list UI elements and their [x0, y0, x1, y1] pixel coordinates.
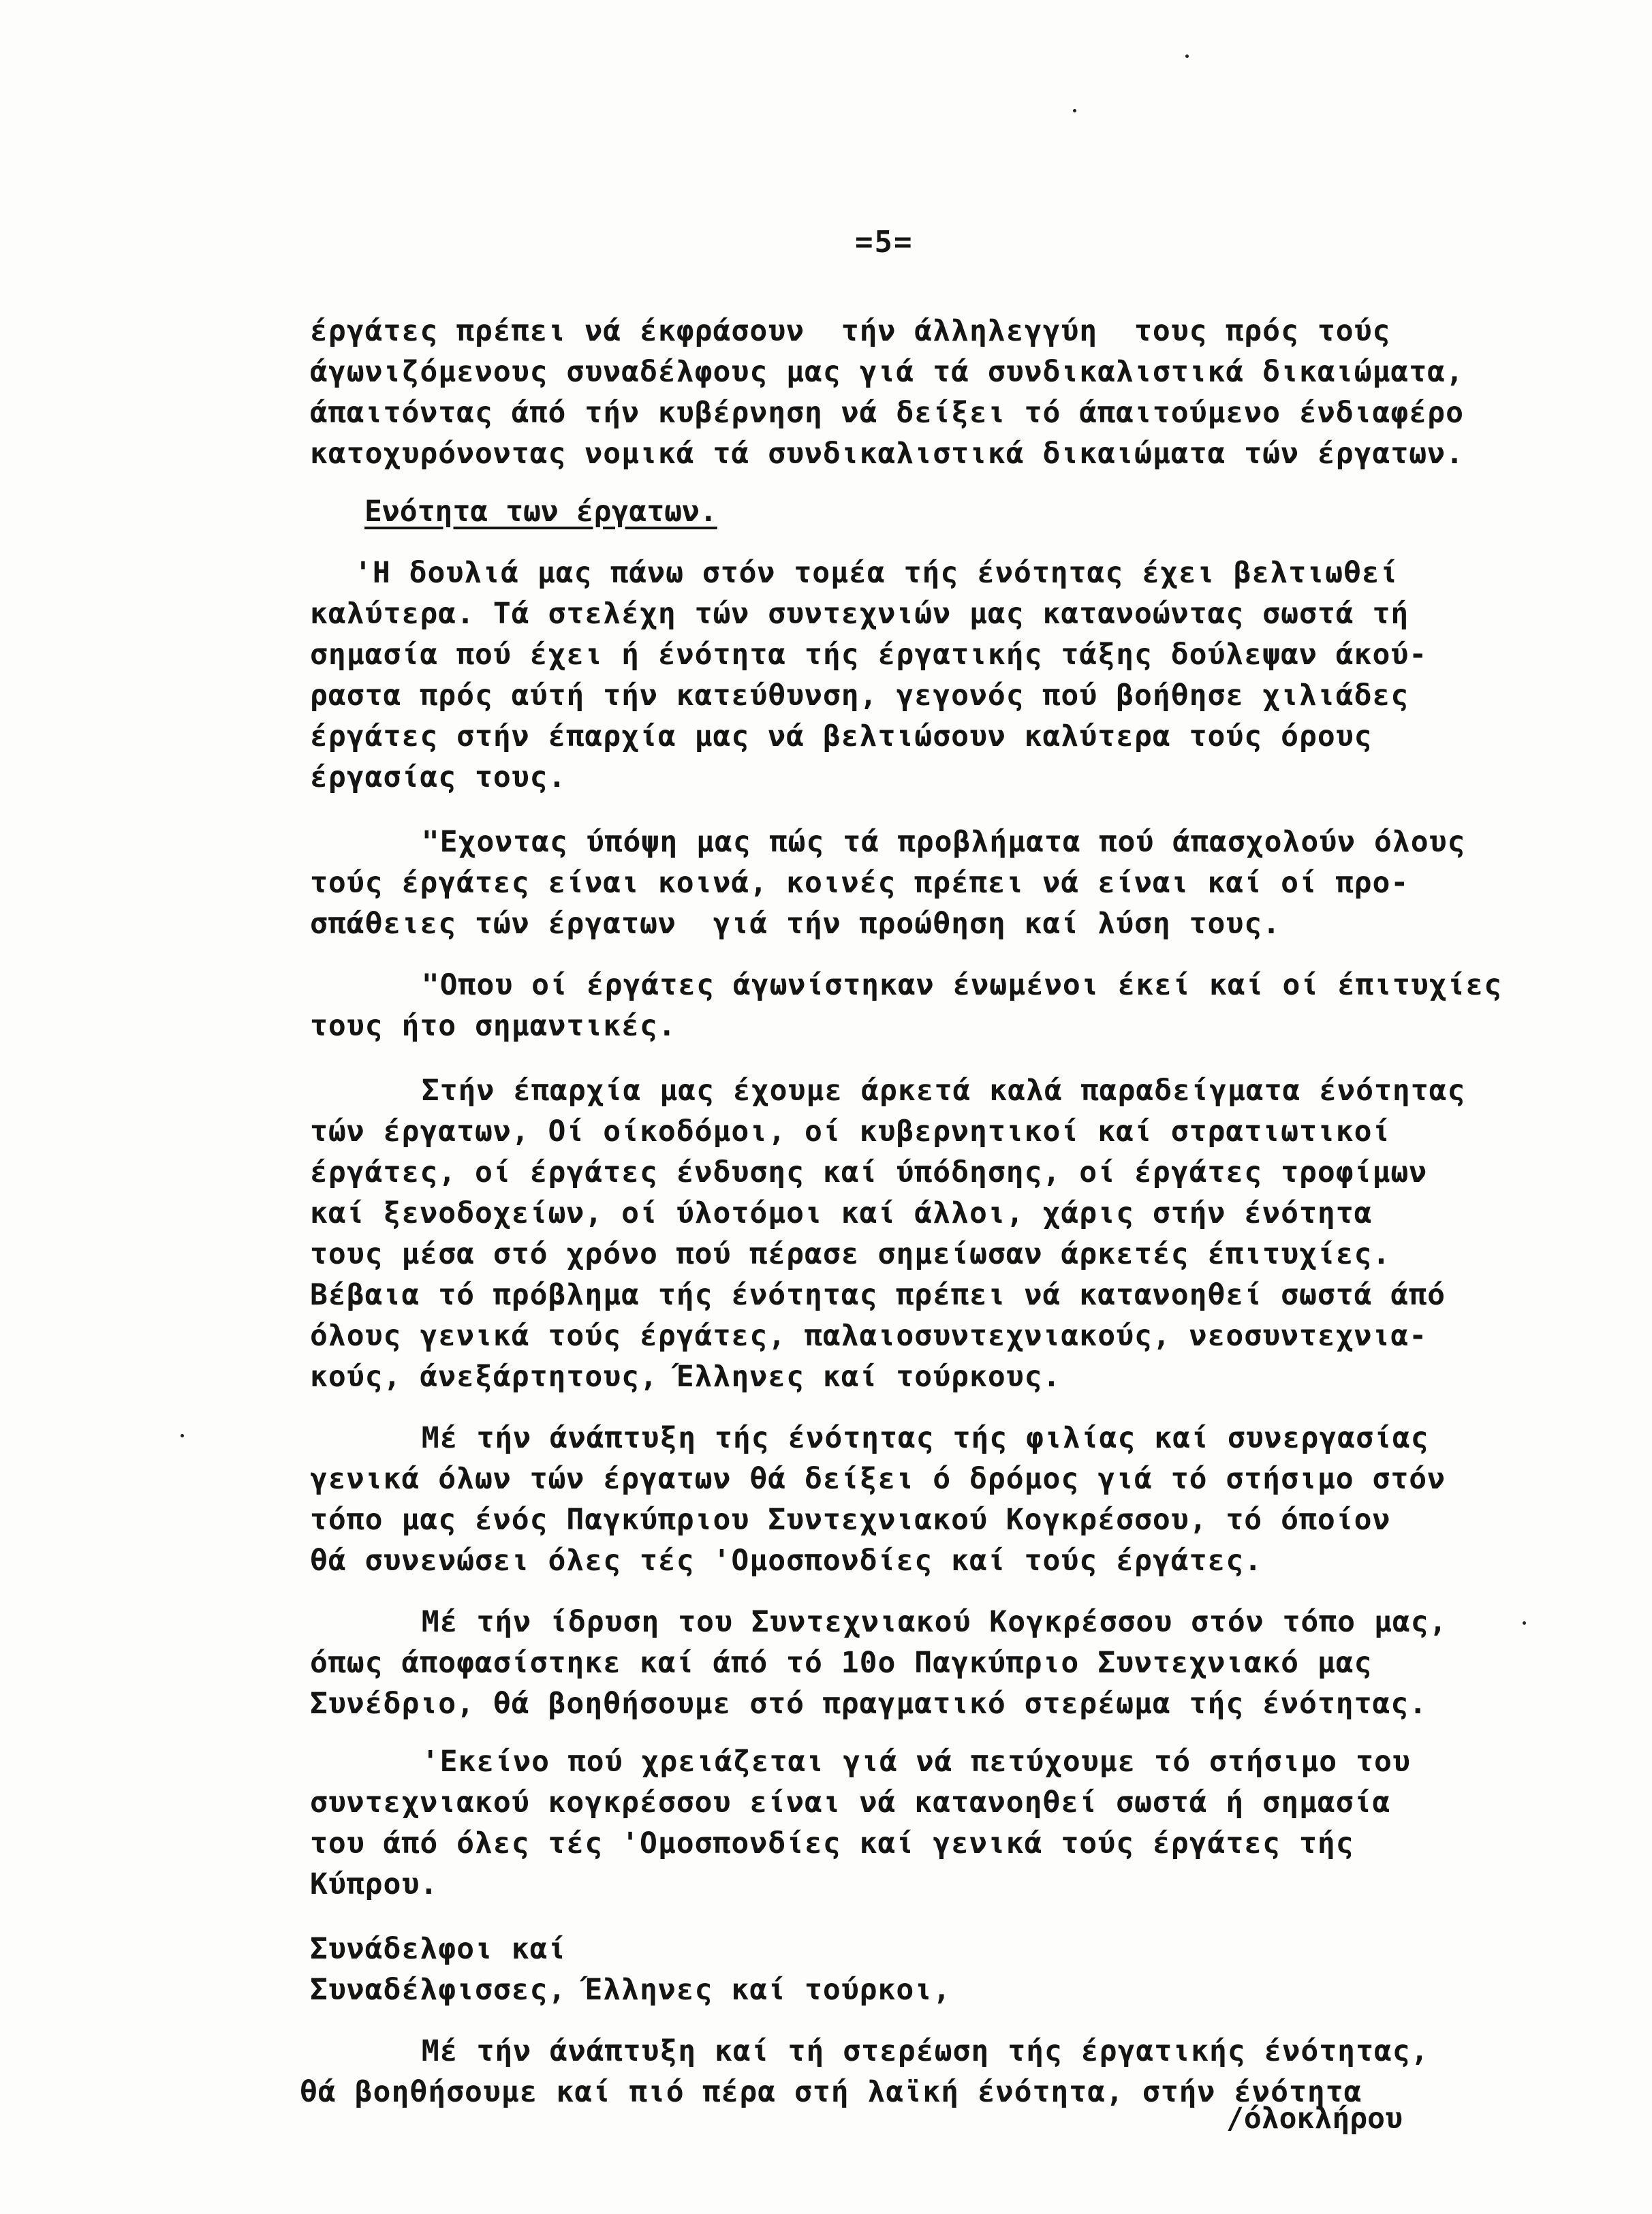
text-line: τόπο μας ένός Παγκύπριου Συντεχνιακού Κογκρέσσου, τό όποίον: [310, 1503, 1391, 1537]
text-line: σπάθειες τών έργατων γιά τήν προώθηση καί λύση τους.: [310, 907, 1281, 941]
text-line: θά βοηθήσουμε καί πιό πέρα στή λαϊκή ένότητα, στήν ένότητα: [300, 2075, 1362, 2109]
scan-speck: [181, 1434, 184, 1437]
text-line: 'Η δουλιά μας πάνω στόν τομέα τής ένότητας έχει βελτιωθεί: [354, 556, 1399, 590]
text-line: ραστα πρός αύτή τήν κατεύθυνση, γεγονός πού βοήθησε χιλιάδες: [310, 679, 1409, 713]
text-line: Συναδέλφισσες, Έλληνες καί τούρκοι,: [310, 1973, 952, 2007]
text-line: κούς, άνεξάρτητους, Έλληνες καί τούρκους.: [310, 1360, 1061, 1394]
text-line: Συνάδελφοι καί: [310, 1932, 567, 1966]
section-heading: Ενότητα των έργατων.: [364, 495, 717, 529]
text-line: καί ξενοδοχείων, οί ύλοτόμοι καί άλλοι, χάρις στήν ένότητα: [310, 1196, 1373, 1230]
text-line: άπαιτόντας άπό τήν κυβέρνηση νά δείξει τό άπαιτούμενο ένδιαφέρο: [310, 396, 1464, 430]
text-line: άγωνιζόμενους συναδέλφους μας γιά τά συνδικαλιστικά δικαιώματα,: [310, 355, 1464, 389]
text-line: έργάτες στήν έπαρχία μας νά βελτιώσουν καλύτερα τούς όρους: [310, 719, 1373, 753]
continuation-marker: /όλοκλήρου: [1226, 2102, 1403, 2136]
text-line: Βέβαια τό πρόβλημα τής ένότητας πρέπει νά κατανοηθεί σωστά άπό: [310, 1278, 1446, 1312]
text-line: θά συνενώσει όλες τές 'Ομοσπονδίες καί τούς έργάτες.: [310, 1544, 1263, 1578]
page-number: =5=: [855, 225, 914, 260]
text-line: "Εχοντας ύπόψη μας πώς τά προβλήματα πού άπασχολούν όλους: [385, 825, 1466, 859]
text-line: Στήν έπαρχία μας έχουμε άρκετά καλά παραδείγματα ένότητας: [385, 1074, 1466, 1108]
text-line: συντεχνιακού κογκρέσσου είναι νά κατανοηθεί σωστά ή σημασία: [310, 1786, 1391, 1820]
scan-speck: [1185, 54, 1189, 58]
text-line: "Οπου οί έργάτες άγωνίστηκαν ένωμένοι έκεί καί οί έπιτυχίες: [385, 968, 1503, 1002]
text-line: γενικά όλων τών έργατων θά δείξει ό δρόμος γιά τό στήσιμο στόν: [310, 1462, 1446, 1496]
text-line: έργασίας τους.: [310, 760, 567, 794]
text-line: έργάτες πρέπει νά έκφράσουν τήν άλληλεγγύη τους πρός τούς: [310, 314, 1391, 348]
text-line: του άπό όλες τές 'Ομοσπονδίες καί γενικά τούς έργάτες τής: [310, 1826, 1354, 1860]
text-line: 'Εκείνο πού χρειάζεται γιά νά πετύχουμε τό στήσιμο του: [385, 1745, 1411, 1779]
text-line: Συνέδριο, θά βοηθήσουμε στό πραγματικό στερέωμα τής ένότητας.: [310, 1687, 1428, 1721]
text-line: Μέ τήν ίδρυση του Συντεχνιακού Κογκρέσσου στόν τόπο μας,: [385, 1605, 1448, 1639]
scan-speck: [1523, 1621, 1526, 1625]
text-line: όπως άποφασίστηκε καί άπό τό 10ο Παγκύπριο Συντεχνιακό μας: [310, 1646, 1373, 1680]
scan-speck: [1073, 109, 1076, 112]
text-line: κατοχυρόνοντας νομικά τά συνδικαλιστικά δικαιώματα τών έργατων.: [310, 437, 1464, 471]
text-line: καλύτερα. Τά στελέχη τών συντεχνιών μας κατανοώντας σωστά τή: [310, 597, 1409, 631]
text-line: τών έργατων, Οί οίκοδόμοι, οί κυβερνητικοί καί στρατιωτικοί: [310, 1114, 1391, 1149]
text-line: σημασία πού έχει ή ένότητα τής έργατικής τάξης δούλεψαν άκού-: [310, 638, 1428, 672]
text-line: Μέ τήν άνάπτυξη καί τή στερέωση τής έργατικής ένότητας,: [385, 2034, 1429, 2068]
text-line: Μέ τήν άνάπτυξη τής ένότητας τής φιλίας καί συνεργασίας: [385, 1421, 1429, 1455]
text-line: έργάτες, οί έργάτες ένδυσης καί ύπόδησης, οί έργάτες τροφίμων: [310, 1155, 1428, 1189]
text-line: τους μέσα στό χρόνο πού πέρασε σημείωσαν άρκετές έπιτυχίες.: [310, 1237, 1391, 1271]
text-line: Κύπρου.: [310, 1867, 439, 1901]
text-line: όλους γενικά τούς έργάτες, παλαιοσυντεχνιακούς, νεοσυντεχνια-: [310, 1319, 1428, 1353]
text-line: τους ήτο σημαντικές.: [310, 1009, 676, 1043]
text-line: τούς έργάτες είναι κοινά, κοινές πρέπει νά είναι καί οί προ-: [310, 866, 1409, 900]
